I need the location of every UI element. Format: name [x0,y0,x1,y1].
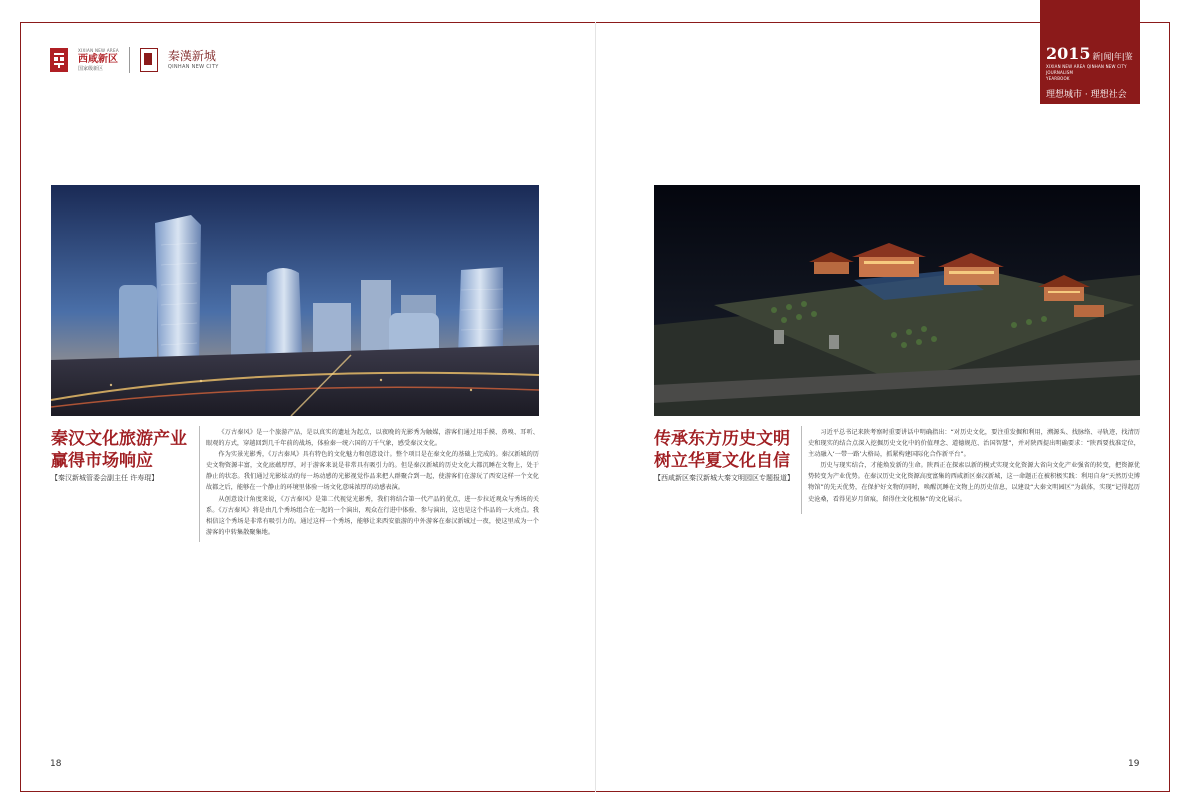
headline-line: 赢得市场响应 [51,451,153,471]
xixian-logo-text [78,49,119,72]
paragraph: 《万古秦风》是一个旅游产品，是以真实的遗址为起点，以夜晚的光影秀为触媒，游客们通过用手摸、鼻嗅、耳听、眼观的方式，穿越回到几千年前的战场，体验秦一统六国的万千气象，感受秦汉文化。 [206,429,539,448]
logo-divider [129,47,130,73]
right-article-headline [654,428,804,472]
badge-english-line: XIXIAN NEW AREA QINHAN NEW CITY [1046,64,1127,69]
skyline-photo [51,185,539,416]
badge-year-row [1046,44,1134,63]
left-article-body [206,427,539,538]
logo-english: XIXIAN NEW AREA [78,47,119,53]
column-divider [801,426,802,514]
headline-line: 秦汉文化旅游产业 [51,429,187,449]
right-article-byline: 【西咸新区秦汉新城大秦文明园区专题报道】 [654,474,794,482]
logo-chinese: 西咸新区 [78,53,118,65]
badge-english-line: YEARBOOK [1046,76,1070,81]
xixian-logo-icon [50,48,68,72]
yearbook-badge [1040,0,1140,104]
qinhan-logo-icon [140,48,158,72]
qinhan-logo-english: QINHAN NEW CITY [167,64,219,70]
paragraph: 作为实景光影秀，《万古秦风》具有特色的文化魅力和创意设计。整个项目是在秦文化的基础上完成的。秦汉新城的历史文物资源丰富，文化底蕴厚厚，对于游客来说是非常具有吸引力的。但是秦汉新城的历史文化大都沉睡在文物上，处于静止的状态。我们通过光影炫动的每一场动感的光影视觉作品来把人群聚合到一起，使游客们在游玩了西安这样一个文化故都之后，能够在一个静止的环境里体验一场文化意味浓厚的动感表演。 [206,451,539,492]
headline-line: 树立华夏文化自信 [654,451,790,471]
paragraph: 习近平总书记来陕考察时重要讲话中明确指出：“对历史文化，要注重发掘和利用，溯源头、找脉络、寻轨迹，找清历史和现实的结合点深入挖掘历史文化中的价值理念、道德规范、治国智慧”，并对陕西提出明确要求：“陕西要找准定位，主动融入‘一带一路’大格局，抓紧构建国际化合作新平台”。 [808,429,1140,459]
left-article-byline: 【秦汉新城管委会副主任 许寿琨】 [51,474,159,482]
header-logos [50,46,219,74]
headline-line: 传承东方历史文明 [654,429,790,449]
page-number-left: 18 [50,759,62,769]
paragraph: 历史与现实结合，才能焕发新的生命。陕西正在探索以新的模式实现文化资源大省向文化产业强省的转变，把资源优势转变为产业优势。在秦汉历史文化资源高度富集的西咸新区秦汉新城，这一命题正在被积极实践：利用自身“天然历史博物馆”的先天优势，在保护好文物的同时，唤醒沉睡在文物上的历史信息，以建设“大秦文明园区”为载体，实现“记得起历史沧桑，看得见岁月留痕，留得住文化根脉”的文化展示。 [808,462,1140,503]
paragraph: 从创意设计角度来说，《万古秦风》是第二代视觉光影秀，我们将结合第一代产品的优点，进一步拉近观众与秀场的关系。《万古秦风》将是由几个秀场组合在一起的一个演出，观众在行进中体验、参与演出，这也是这个作品的一大亮点。我相信这个秀场是非常有吸引力的。通过这样一个秀场，能够让来西安旅游的中外游客在秦汉新城过一夜，使这里成为一个游客的中转集散聚集地。 [206,495,539,536]
page-number-right: 19 [1128,759,1140,769]
center-gutter [595,22,596,792]
badge-label: 新|闻|年|鉴 [1092,52,1133,61]
left-article-headline [51,428,201,472]
badge-year: 2015 [1046,44,1091,63]
column-divider [199,426,200,542]
badge-motto: 理想城市 · 理想社会 [1046,90,1127,100]
logo-subtitle: 国家级新区 [78,65,104,72]
qinhan-logo-text [168,50,219,70]
right-article-body [808,427,1140,505]
qinhan-logo-chinese: 秦漢新城 [167,49,216,63]
palace-night-photo [654,185,1140,416]
badge-english-line: JOURNALISM [1046,70,1074,75]
